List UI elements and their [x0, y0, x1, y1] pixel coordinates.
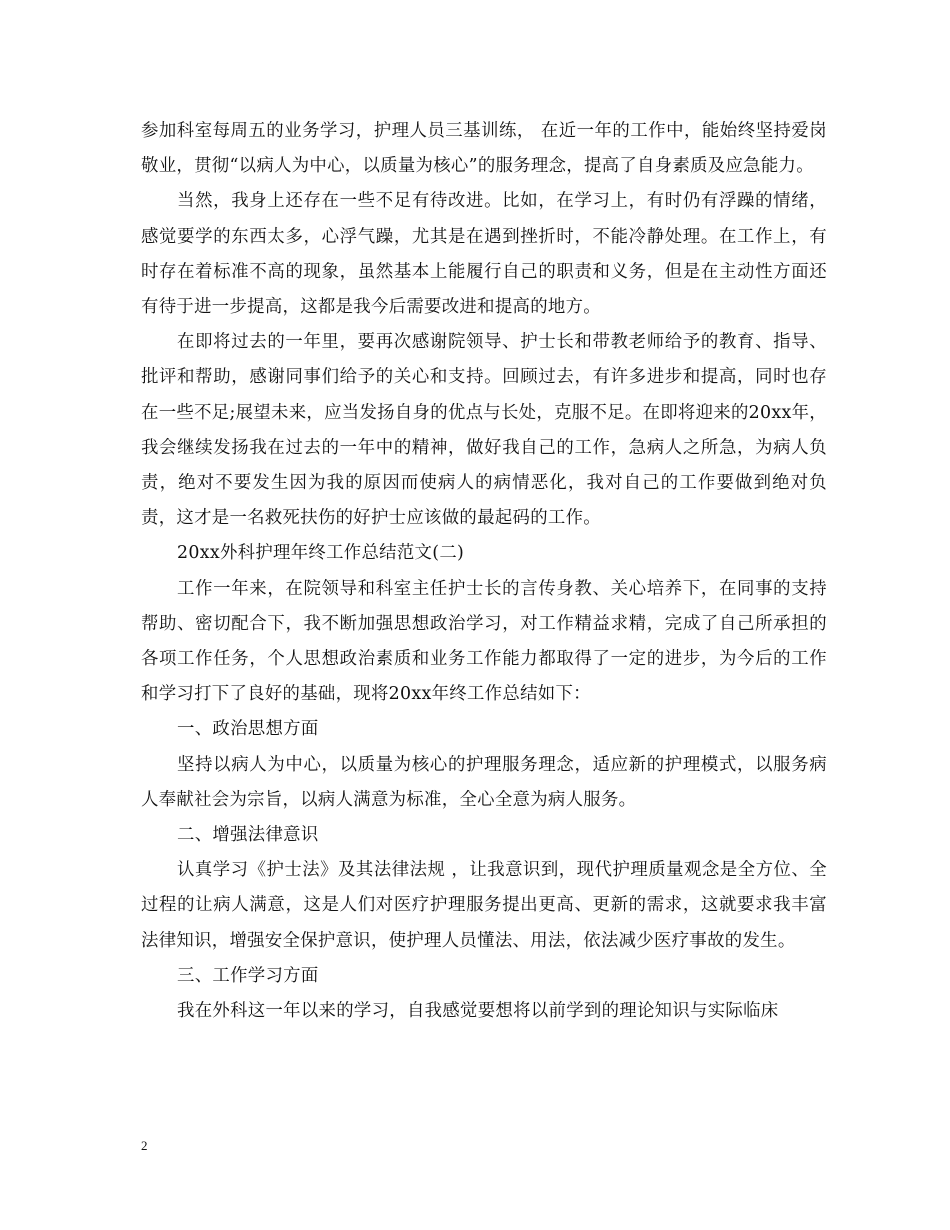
paragraph-shortcomings: 当然，我身上还存在一些不足有待改进。比如，在学习上，有时仍有浮躁的情绪，感觉要学的东西太多，心浮气躁，尤其是在遇到挫折时，不能冷静处理。在工作上，有时存在着标准不高的现象，虽然基本上能履行自己的职责和义务，但是在主动性方面还有待于进一步提高，这都是我今后需要改进和提高的地方。 [141, 191, 827, 318]
section-title-summary-two: 20xx外科护理年终工作总结范文(二) [177, 543, 465, 564]
heading-work-study: 三、工作学习方面 [177, 965, 319, 986]
heading-legal-awareness: 二、增强法律意识 [177, 825, 319, 846]
paragraph-continuation: 参加科室每周五的业务学习，护理人员三基训练， 在近一年的工作中，能始终坚持爱岗敬业，贯彻“以病人为中心，以质量为核心”的服务理念，提高了自身素质及应急能力。 [141, 121, 827, 177]
paragraph-legal-awareness: 认真学习《护士法》及其法律法规 ，让我意识到，现代护理质量观念是全方位、全过程的让病人满意，这是人们对医疗护理服务提出更高、更新的需求，这就要求我丰富法律知识，增强安全保护意识，使护理人员懂法、用法，依法减少医疗事故的发生。 [141, 860, 827, 951]
paragraph-political-thought: 坚持以病人为中心，以质量为核心的护理服务理念，适应新的护理模式，以服务病人奉献社会为宗旨，以病人满意为标准，全心全意为病人服务。 [141, 754, 827, 810]
paragraph-summary-intro: 工作一年来，在院领导和科室主任护士长的言传身教、关心培养下，在同事的支持帮助、密切配合下，我不断加强思想政治学习，对工作精益求精，完成了自己所承担的各项工作任务，个人思想政治素质和业务工作能力都取得了一定的进步，为今后的工作和学习打下了良好的基础，现将20xx年终工作总结如下： [141, 578, 827, 705]
document-body [141, 114, 827, 1029]
paragraph-thanks-outlook: 在即将过去的一年里，要再次感谢院领导、护士长和带教老师给予的教育、指导、批评和帮助，感谢同事们给予的关心和支持。回顾过去，有许多进步和提高，同时也存在一些不足;展望未来，应当发扬自身的优点与长处，克服不足。在即将迎来的20xx年，我会继续发扬我在过去的一年中的精神，做好我自己的工作，急病人之所急，为病人负责，绝对不要发生因为我的原因而使病人的病情恶化，我对自己的工作要做到绝对负责，这才是一名救死扶伤的好护士应该做的最起码的工作。 [141, 332, 827, 529]
heading-political-thought: 一、政治思想方面 [177, 719, 319, 740]
paragraph-work-study: 我在外科这一年以来的学习，自我感觉要想将以前学到的理论知识与实际临床 [177, 1001, 779, 1022]
page-number: 2 [141, 1138, 148, 1153]
